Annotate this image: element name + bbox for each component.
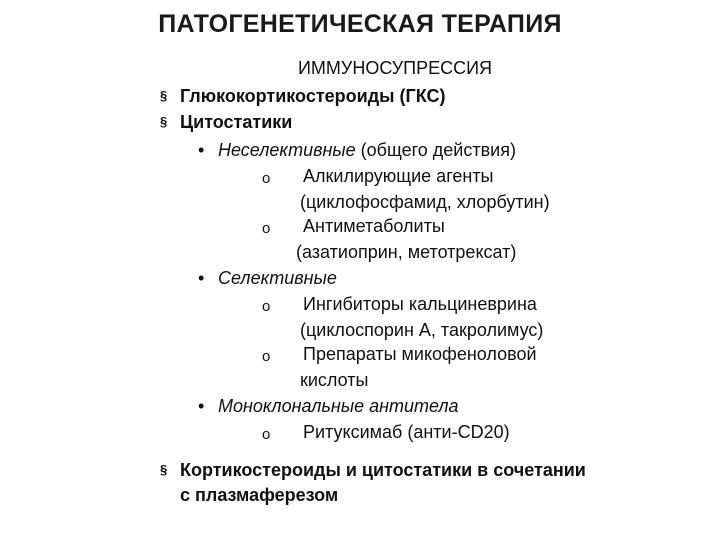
circle-bullet-icon: o — [262, 220, 271, 237]
selective-label: Селективные — [218, 268, 337, 288]
list-item-nonselective — [198, 140, 516, 161]
circle-bullet-icon: o — [262, 298, 271, 315]
calcineurin-inhibitors-examples: (циклоспорин А, такролимус) — [300, 320, 544, 340]
bullet-icon: • — [198, 396, 205, 416]
square-bullet-icon: § — [160, 462, 168, 477]
gks-text: Глюкокортикостероиды (ГКС) — [180, 86, 446, 106]
monoclonal-label: Моноклональные антитела — [218, 396, 459, 416]
page-title: ПАТОГЕНЕТИЧЕСКАЯ ТЕРАПИЯ — [158, 10, 562, 38]
cytostatics-text: Цитостатики — [180, 112, 293, 132]
list-item-monoclonal — [198, 396, 459, 417]
square-bullet-icon: § — [160, 88, 168, 103]
list-item-selective — [198, 268, 337, 289]
nonselective-label: Неселективные — [218, 140, 356, 160]
circle-bullet-icon: o — [262, 348, 271, 365]
page-subtitle: ИММУНОСУПРЕССИЯ — [297, 58, 493, 78]
circle-bullet-icon: o — [262, 426, 271, 443]
list-item-cytostatics — [160, 112, 292, 133]
square-bullet-icon: § — [160, 114, 168, 129]
calcineurin-inhibitors: Ингибиторы кальциневрина — [303, 294, 537, 314]
combination-text-cont: с плазмаферезом — [180, 485, 339, 505]
mycophenolate-preparations: Препараты микофеноловой — [303, 344, 537, 364]
combination-text: Кортикостероиды и цитостатики в сочетании — [180, 460, 586, 480]
bullet-icon: • — [198, 268, 205, 288]
alkylating-agents-examples: (циклофосфамид, хлорбутин) — [300, 192, 550, 212]
circle-bullet-icon: o — [262, 170, 271, 187]
mycophenolate-preparations-cont: кислоты — [300, 370, 369, 390]
nonselective-suffix: (общего действия) — [355, 140, 516, 160]
antimetabolites: Антиметаболиты — [303, 216, 445, 236]
list-item-gks — [160, 86, 445, 107]
bullet-icon: • — [198, 140, 205, 160]
list-item-combination — [160, 460, 586, 481]
alkylating-agents: Алкилирующие агенты — [303, 166, 494, 186]
rituximab: Ритуксимаб (анти-CD20) — [303, 422, 510, 442]
antimetabolites-examples: (азатиоприн, метотрексат) — [296, 242, 517, 262]
